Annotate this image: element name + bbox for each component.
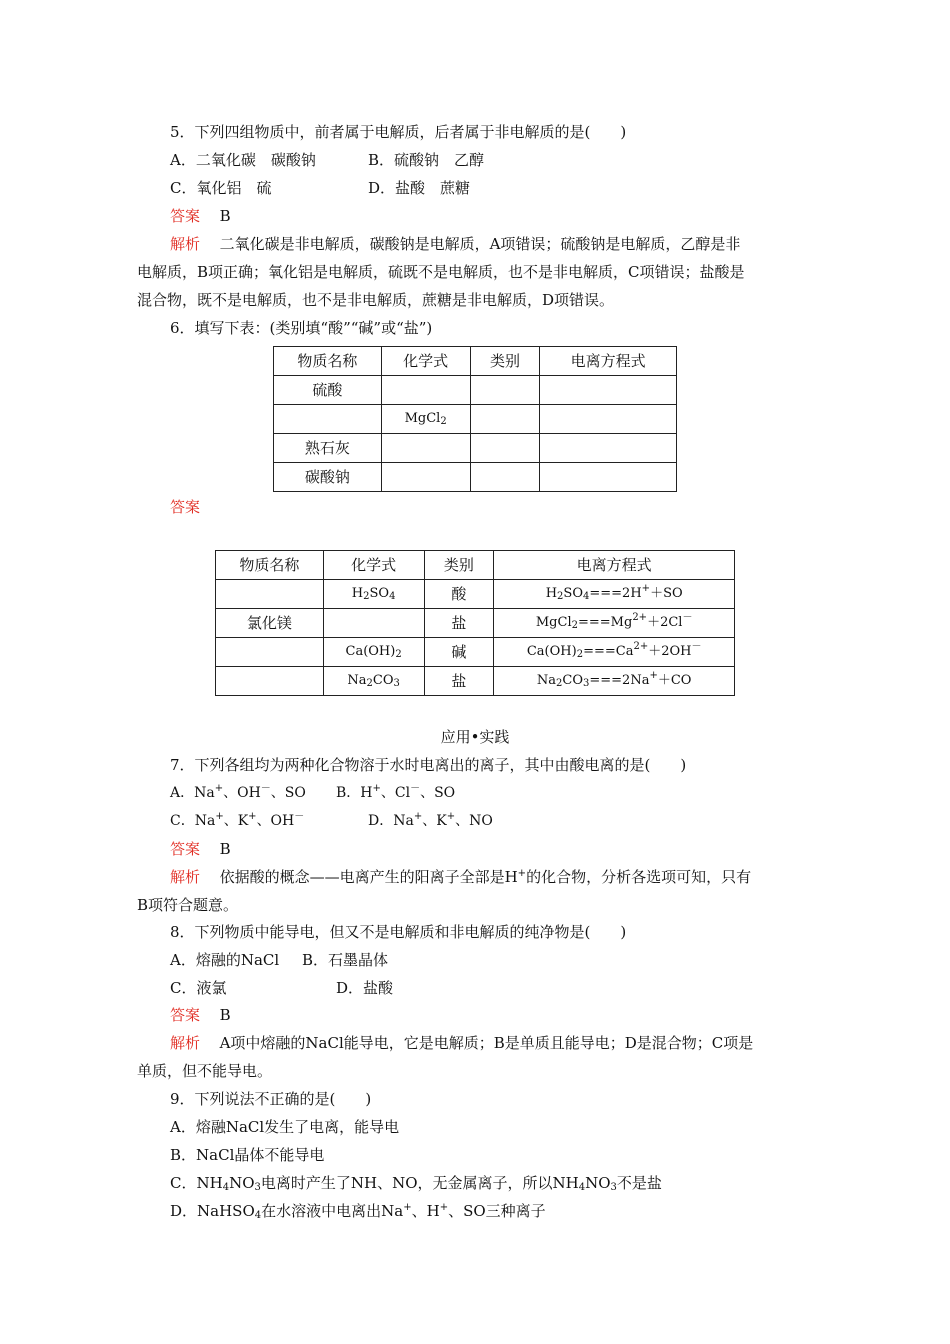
q6-answer-label: 答案	[170, 498, 201, 516]
table-row	[274, 405, 677, 434]
q5-answer	[170, 206, 231, 226]
table-cell	[381, 376, 470, 405]
equation-cell: $Ca(OH)_2===Ca^{2+}+2OH^-$	[494, 638, 735, 667]
table-header-row	[216, 551, 735, 580]
q9-option-c: C．$NH_4NO_3$电离时产生了NH、NO，无金属离子，所以$NH_4NO_3$不是盐	[170, 1174, 662, 1193]
q8-analysis-line1: 解析 A项中熔融的NaCl能导电，它是电解质；B是单质且能导电；D是混合物；C项是	[170, 1034, 754, 1052]
table-row	[274, 463, 677, 492]
table-cell	[381, 434, 470, 463]
q8-answer	[170, 1005, 231, 1025]
equation-cell: $Na_2CO_3===2Na^++CO$	[494, 667, 735, 696]
type-cell: 碱	[424, 638, 494, 667]
table-cell	[470, 376, 540, 405]
table-cell	[540, 405, 677, 434]
equation-cell: $MgCl_2===Mg^{2+}+2Cl^-$	[494, 609, 735, 638]
table-cell	[470, 463, 540, 492]
formula-cell: $Na_2CO_3$	[323, 667, 424, 696]
header-cell: 类别	[470, 347, 540, 376]
q8-option-d: D．盐酸	[336, 979, 394, 997]
header-cell: 电离方程式	[494, 551, 735, 580]
table-cell	[470, 405, 540, 434]
table-cell	[540, 376, 677, 405]
table-row	[216, 667, 735, 696]
q5-analysis-line3: 混合物，既不是电解质，也不是非电解质，蔗糖是非电解质，D项错误。	[137, 291, 615, 309]
type-cell: 盐	[424, 667, 494, 696]
table-cell	[540, 434, 677, 463]
answer-label: 答案	[170, 840, 201, 858]
table-row	[216, 638, 735, 667]
q5-option-d: D．盐酸 蔗糖	[368, 179, 471, 197]
q9-stem: 9．下列说法不正确的是( )	[170, 1090, 372, 1108]
q7-option-a: A．Na+、OH－、SO	[170, 783, 306, 801]
table-cell	[470, 434, 540, 463]
table-cell: 熟石灰	[274, 434, 382, 463]
q5-analysis-line1	[170, 234, 740, 254]
header-cell: 电离方程式	[540, 347, 677, 376]
q8-option-c: C．液氯	[170, 979, 227, 997]
header-cell: 物质名称	[216, 551, 324, 580]
type-cell: 盐	[424, 609, 494, 638]
q6-answer-table	[215, 550, 735, 696]
table-cell	[216, 667, 324, 696]
q7-option-c: C．Na+、K+、OH－	[170, 811, 305, 829]
q5-analysis-line2: 电解质，B项正确；氧化铝是电解质，硫既不是电解质，也不是非电解质，C项错误；盐酸是	[137, 263, 745, 281]
table-cell	[540, 463, 677, 492]
table-cell: MgCl$_2$	[381, 405, 470, 434]
q7-option-b: B．H+、Cl－、SO	[336, 783, 456, 801]
q8-option-a: A．熔融的NaCl	[170, 951, 280, 969]
analysis-label: 解析	[170, 235, 201, 253]
header-cell: 化学式	[323, 551, 424, 580]
q8-analysis-line2: 单质，但不能导电。	[137, 1062, 273, 1080]
q7-stem: 7．下列各组均为两种化合物溶于水时电离出的离子，其中由酸电离的是( )	[170, 756, 687, 774]
q5-option-a: A．二氧化碳 碳酸钠	[170, 151, 316, 169]
table-row	[216, 609, 735, 638]
q7-option-d: D．Na+、K+、NO	[368, 811, 493, 829]
table-row	[274, 434, 677, 463]
q5-stem: 5．下列四组物质中，前者属于电解质，后者属于非电解质的是( )	[170, 123, 627, 141]
table-cell	[216, 638, 324, 667]
q7-answer	[170, 839, 231, 859]
q6-blank-table	[273, 346, 677, 492]
formula-cell: $Ca(OH)_2$	[323, 638, 424, 667]
section-title: 应用•实践	[440, 728, 510, 746]
analysis-label: 解析	[170, 1034, 201, 1052]
type-cell: 酸	[424, 580, 494, 609]
q7-analysis-line2: B项符合题意。	[137, 896, 239, 914]
answer-label: 答案	[170, 1006, 201, 1024]
q8-option-b: B．石墨晶体	[302, 951, 389, 969]
analysis-label: 解析	[170, 868, 201, 886]
table-cell: 碳酸钠	[274, 463, 382, 492]
q6-stem: 6．填写下表：(类别填“酸”“碱”或“盐”)	[170, 319, 433, 337]
q5-option-b: B．硫酸钠 乙醇	[368, 151, 485, 169]
answer-label: 答案	[170, 207, 201, 225]
q5-option-c: C．氧化铝 硫	[170, 179, 272, 197]
table-cell	[216, 580, 324, 609]
table-header-row	[274, 347, 677, 376]
table-cell	[274, 405, 382, 434]
formula-cell: $H_2SO_4$	[323, 580, 424, 609]
q9-option-d: D．NaHSO$_4$在水溶液中电离出Na+、H+、SO三种离子	[170, 1202, 546, 1221]
table-row	[216, 580, 735, 609]
answer-value: B	[219, 840, 231, 858]
header-cell: 类别	[424, 551, 494, 580]
name-cell: 氯化镁	[216, 609, 324, 638]
table-cell	[381, 463, 470, 492]
q9-option-b: B．NaCl晶体不能导电	[170, 1146, 325, 1164]
table-cell	[323, 609, 424, 638]
q7-analysis-line1: 解析 依据酸的概念——电离产生的阳离子全部是H+的化合物，分析各选项可知，只有	[170, 868, 752, 886]
analysis-text: 二氧化碳是非电解质，碳酸钠是电解质，A项错误；硫酸钠是电解质，乙醇是非	[219, 235, 741, 253]
q9-option-a: A．熔融NaCl发生了电离，能导电	[170, 1118, 400, 1136]
q8-stem: 8．下列物质中能导电，但又不是电解质和非电解质的纯净物是( )	[170, 923, 627, 941]
table-row	[274, 376, 677, 405]
answer-value: B	[219, 207, 231, 225]
header-cell: 物质名称	[274, 347, 382, 376]
table-cell: 硫酸	[274, 376, 382, 405]
answer-value: B	[219, 1006, 231, 1024]
header-cell: 化学式	[381, 347, 470, 376]
equation-cell: $H_2SO_4===2H^++SO$	[494, 580, 735, 609]
